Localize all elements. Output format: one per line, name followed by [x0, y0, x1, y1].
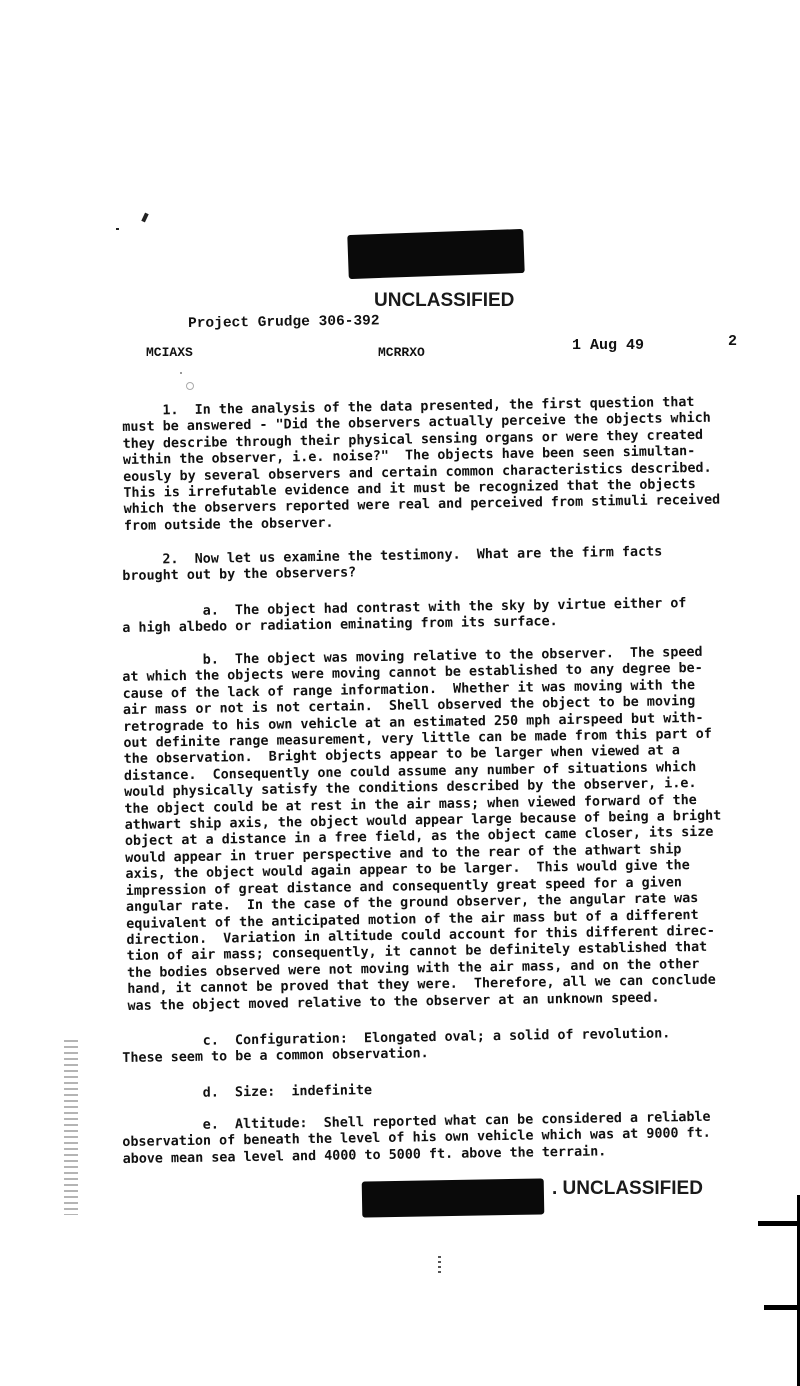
subparagraph-e: e. Altitude: Shell reported what can be considered a reliable observation of beneath the level of his own vehicle which was at 9000 ft. above mean sea level and 4000 to 5000 ft. above the terrain.	[122, 1109, 711, 1167]
redaction-bar-bottom	[362, 1178, 545, 1217]
subparagraph-d: d. Size: indefinite	[122, 1083, 373, 1102]
stray-mark	[438, 1256, 441, 1276]
subparagraph-c: c. Configuration: Elongated oval; a solid of revolution. These seem to be a common observation.	[122, 1026, 671, 1067]
header-from-code: MCIAXS	[146, 345, 193, 360]
stray-mark	[180, 372, 182, 374]
header-to-code: MCRRXO	[378, 345, 425, 360]
paragraph-1: 1. In the analysis of the data presented, the first question that must be answered - "Did the observers actually perceive the objects which they describe through their physical sensing organs or were they created within the observer, i.e. noise?" The objects have been seen simultan- eously by several observers and certain common characteristics described. This is irrefutable evidence and it must be recognized that the objects which the observers reported were real and perceived from stimuli received from outside the observer.	[122, 395, 721, 534]
stray-mark	[116, 228, 119, 230]
classification-stamp-top: UNCLASSIFIED	[374, 290, 515, 311]
margin-scan-noise	[64, 1040, 78, 1215]
page-number: 2	[728, 333, 738, 350]
project-title: Project Grudge 306-392	[188, 313, 380, 332]
scan-artifact-bar	[758, 1221, 800, 1226]
paragraph-2: 2. Now let us examine the testimony. What are the firm facts brought out by the observers?	[122, 544, 663, 585]
subparagraph-a: a. The object had contrast with the sky by virtue either of a high albedo or radiation eminating from its surface.	[122, 596, 687, 637]
stray-mark	[141, 213, 148, 223]
stray-mark	[186, 382, 194, 390]
subparagraph-b: b. The object was moving relative to the observer. The speed at which the objects were moving cannot be established to any degree be- cause of the lack of range information. Whether it was moving with the air mass or not is not certain. Shell observed the object to be moving retrograde to his own vehicle at an estimated 250 mph airspeed but with- out definite range measurement, very little can be made from this part of the observation. Bright objects appear to be larger when viewed at a distance. Consequently one could assume any number of situations which would physically satisfy the conditions described by the observer, i.e. the object could be at rest in the air mass; when viewed forward of the athwart ship axis, the object would appear large because of being a bright object at a distance in a free field, as the object came closer, its size would appear in truer perspective and to the rear of the athwart ship axis, the object would again appear to be larger. This would give the impression of great distance and consequently great speed for a given angular rate. In the case of the ground observer, the angular rate was equivalent of the anticipated motion of the air mass but of a different direction. Variation in altitude could account for this different direc- tion of air mass; consequently, it cannot be definitely established that the bodies observed were not moving with the air mass, and on the other hand, it cannot be proved that they were. Therefore, all we can conclude was the object moved relative to the observer at an unknown speed.	[122, 644, 722, 1014]
classification-stamp-bottom: . UNCLASSIFIED	[552, 1178, 703, 1199]
scan-artifact-bar	[764, 1305, 800, 1310]
redaction-bar-top	[347, 229, 524, 279]
header-date: 1 Aug 49	[572, 337, 645, 354]
